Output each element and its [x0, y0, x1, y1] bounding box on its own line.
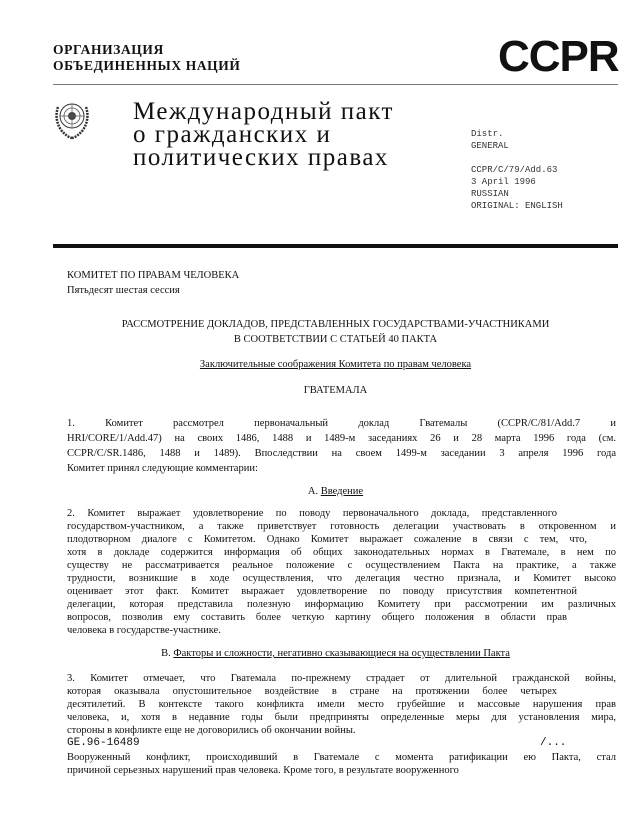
- org-line-1: ОРГАНИЗАЦИЯ: [53, 42, 164, 57]
- org-line-2: ОБЪЕДИНЕННЫХ НАЦИЙ: [53, 58, 241, 73]
- section-a-heading: [53, 486, 618, 497]
- text-line: стороны в конфликте еще не договорились об окончании войны.: [67, 725, 356, 736]
- continued-marker: /...: [540, 737, 567, 749]
- distribution-info: [471, 128, 563, 212]
- section-title: Введение: [320, 486, 364, 497]
- doc-language: RUSSIAN: [471, 189, 509, 199]
- text-line: которая оказывала опустошительное воздействие в стране на протяжении более четырех: [67, 686, 557, 697]
- section-letter: A.: [307, 486, 319, 497]
- document-title: [133, 100, 394, 169]
- text-line: существу не рассматривается реальное положение с осуществлением Пакта на практике, а также: [67, 560, 616, 571]
- title-line: Международный пакт: [133, 98, 394, 125]
- text-line: государством-участником, а также приветствует готовность делегации участвовать в откровенном и: [67, 521, 616, 532]
- doc-date: 3 April 1996: [471, 177, 536, 187]
- session-name: Пятьдесят шестая сессия: [67, 285, 180, 296]
- text-line: 3. Комитет отмечает, что Гватемала по-прежнему страдает от длительной гражданской войны,: [67, 673, 616, 684]
- text-line: хотя в докладе содержится информация об общих законодательных нормах в Гватемале, в нем по: [67, 547, 616, 558]
- title-line: политических правах: [133, 144, 389, 171]
- committee-name: КОМИТЕТ ПО ПРАВАМ ЧЕЛОВЕКА: [67, 270, 240, 281]
- title-line: о гражданских и: [133, 121, 332, 148]
- subtitle: Заключительные соображения Комитета по правам человека: [199, 359, 472, 370]
- text-line: Комитет принял следующие комментарии:: [67, 463, 258, 474]
- text-line: десятилетий. В контексте такого конфликта имели место грубейшие и массовые нарушения прав: [67, 699, 616, 710]
- section-letter: B.: [161, 648, 171, 659]
- organization-name: [53, 42, 240, 74]
- heading-line-2: В СООТВЕТСТВИИ С СТАТЬЕЙ 40 ПАКТА: [233, 334, 438, 345]
- text-line: человека в государстве-участнике.: [67, 625, 221, 636]
- un-emblem-icon: [53, 97, 91, 143]
- doc-symbol: CCPR/C/79/Add.63: [471, 165, 558, 175]
- committee-block: [67, 268, 239, 298]
- text-line: 1. Комитет рассмотрел первоначальный доклад Гватемалы (CCPR/C/81/Add.7 и: [67, 418, 616, 429]
- distr-label: Distr.: [471, 129, 504, 139]
- header-divider: [53, 84, 618, 85]
- text-line: оценивает этот факт. Комитет выражает удовлетворение по поводу присутствия компетентной: [67, 586, 577, 597]
- doc-original-language: ORIGINAL: ENGLISH: [471, 201, 563, 211]
- text-line: трудности, возникшие в ходе осуществления, что делегация честно признала, и Комитет высоко: [67, 573, 616, 584]
- ccpr-logo: CCPR: [498, 32, 619, 81]
- text-line: вопросов, позволив ему составить более четкую картину общего положения в области прав: [67, 612, 567, 623]
- distr-value: GENERAL: [471, 141, 509, 151]
- text-line: делегации, которая представила полезную информацию Комитету при рассмотрении им различных: [67, 599, 616, 610]
- doc-job-number: GE.96-16489: [67, 737, 140, 749]
- country-heading: ГВАТЕМАЛА: [303, 385, 368, 396]
- text-line: HRI/CORE/1/Add.47) на своих 1486, 1488 и 1489-м заседаниях 26 и 28 марта 1996 года (см.: [67, 433, 616, 444]
- text-line: плодотворном диалоге с Комитетом. Однако Комитет выражает сожаление в связи с тем, что,: [67, 534, 587, 545]
- text-line: CCPR/C/SR.1486, 1488 и 1489). Впоследствии на своем 1499-м заседании 3 апреля 1996 года: [67, 448, 616, 459]
- spacer: [471, 152, 563, 164]
- text-line: человека, и, хотя в недавние годы были предприняты определенные меры для установления мира,: [67, 712, 616, 723]
- text-line: 2. Комитет выражает удовлетворение по поводу первоначального доклада, представленного: [67, 508, 557, 519]
- text-line: причиной серьезных нарушений прав человека. Кроме того, в результате вооруженного: [67, 765, 459, 776]
- heading-line-1: РАССМОТРЕНИЕ ДОКЛАДОВ, ПРЕДСТАВЛЕННЫХ ГОСУДАРСТВАМИ-УЧАСТНИКАМИ: [121, 319, 550, 330]
- section-b-heading: [53, 648, 618, 659]
- header-thick-divider: [53, 244, 618, 248]
- text-line: Вооруженный конфликт, происходивший в Гватемале с момента ратификации ею Пакта, стал: [67, 752, 616, 763]
- section-title: Факторы и сложности, негативно сказывающиеся на осуществлении Пакта: [173, 648, 510, 659]
